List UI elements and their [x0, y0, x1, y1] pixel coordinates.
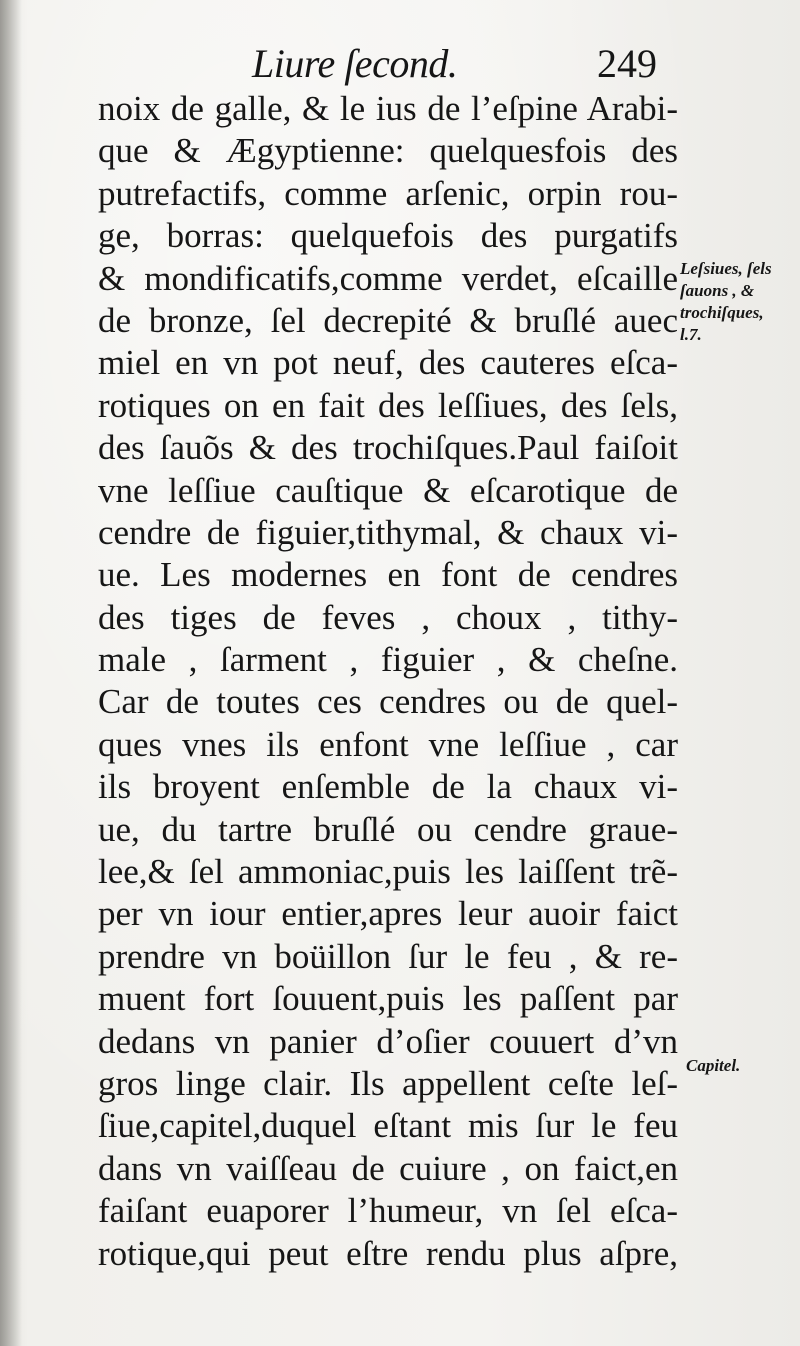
margin-note-capitel: Capitel. — [686, 1056, 741, 1075]
page-header — [0, 36, 800, 86]
page-number: 249 — [597, 41, 657, 86]
text-line: dedans vn panier d’oſier couuert d’vn — [98, 1021, 678, 1061]
text-line: ue, du tartre bruſlé ou cendre graue- — [98, 809, 678, 849]
text-line: lee,& ſel ammoniac,puis les laiſſent trẽ- — [98, 852, 678, 892]
text-line: male , ſarment , figuier , & cheſne. — [98, 640, 678, 680]
text-line: muent fort ſouuent,puis les paſſent par — [98, 979, 678, 1019]
text-line: Car de toutes ces cendres ou de quel- — [98, 682, 678, 722]
text-line: ſiue,capitel,duquel eſtant mis ſur le feu — [98, 1106, 678, 1146]
text-line: ques vnes ils enfont vne leſſiue , car — [98, 724, 678, 764]
text-line: gros linge clair. Ils appellent ceſte leſ- — [98, 1063, 678, 1103]
text-line: ge, borras: quelquefois des purgatifs — [98, 216, 678, 256]
text-line: rotique,qui peut eſtre rendu plus aſpre, — [98, 1233, 678, 1273]
text-line: ue. Les modernes en font de cendres — [98, 555, 678, 595]
text-line: prendre vn boüillon ſur le feu , & re- — [98, 936, 678, 976]
text-line: rotiques on en fait des leſſiues, des ſels, — [98, 385, 678, 425]
text-line: vne leſſiue cauſtique & eſcarotique de — [98, 470, 678, 510]
text-line: des tiges de feves , choux , tithy- — [98, 597, 678, 637]
body-text — [98, 88, 678, 1275]
text-line: des ſauõs & des trochiſques.Paul faiſoit — [98, 428, 678, 468]
margin-note-line: l.7. — [680, 325, 702, 344]
text-line: putrefactifs, comme arſenic, orpin rou- — [98, 173, 678, 213]
running-title: Liure ſecond. — [252, 41, 458, 86]
text-line: de bronze, ſel decrepité & bruſlé auec — [98, 300, 678, 340]
text-line: ils broyent enſemble de la chaux vi- — [98, 767, 678, 807]
text-line: cendre de figuier,tithymal, & chaux vi- — [98, 512, 678, 552]
margin-note-line: trochiſques, — [680, 303, 764, 322]
text-line: & mondificatifs,comme verdet, eſcaille — [98, 258, 678, 298]
text-line: noix de galle, & le ius de l’eſpine Arabi- — [98, 89, 678, 128]
text-line: per vn iour entier,apres leur auoir faict — [98, 894, 678, 934]
text-line: dans vn vaiſſeau de cuiure , on faict,en — [98, 1148, 678, 1188]
text-line: miel en vn pot neuf, des cauteres eſca- — [98, 343, 678, 383]
text-line: faiſant euaporer l’humeur, vn ſel eſca- — [98, 1191, 678, 1231]
margin-note-lessiues — [680, 258, 772, 346]
margin-note-line: Leſsiues, ſels — [680, 259, 772, 278]
binding-shadow — [0, 0, 22, 1346]
text-line: que & Ægyptienne: quelquesfois des — [98, 131, 678, 171]
margin-note-line: ſauons , & — [680, 281, 755, 300]
